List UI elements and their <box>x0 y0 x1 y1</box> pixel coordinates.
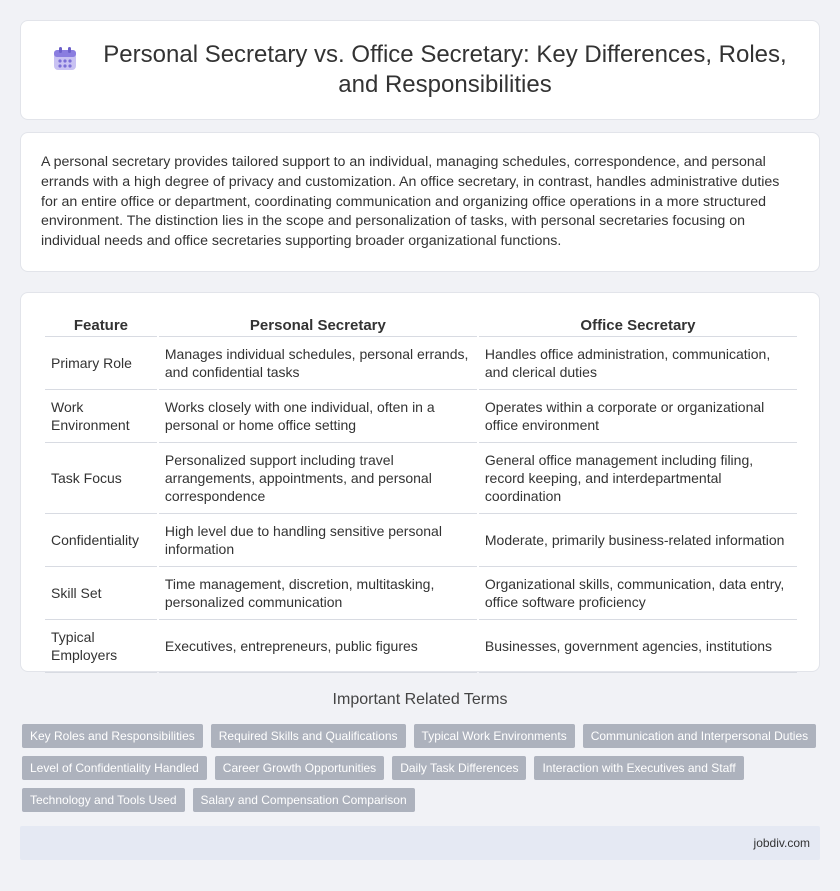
page-title: Personal Secretary vs. Office Secretary: Key Differences, Roles, and Responsibilities <box>103 41 787 98</box>
personal-cell: Manages individual schedules, personal errands, and confidential tasks <box>159 337 477 390</box>
personal-cell: Personalized support including travel arrangements, appointments, and personal correspondence <box>159 443 477 514</box>
feature-cell: Primary Role <box>45 337 157 390</box>
header-office-secretary: Office Secretary <box>479 311 797 337</box>
table-row <box>45 567 797 620</box>
related-term-tag[interactable]: Required Skills and Qualifications <box>211 724 406 748</box>
table-row <box>45 337 797 390</box>
footer-site-link[interactable]: jobdiv.com <box>753 836 810 850</box>
footer-bar <box>20 826 820 860</box>
table-header-row <box>45 311 797 337</box>
table-row <box>45 620 797 673</box>
header-feature: Feature <box>45 311 157 337</box>
office-cell: Businesses, government agencies, institutions <box>479 620 797 673</box>
office-cell: General office management including filing, record keeping, and interdepartmental coordination <box>479 443 797 514</box>
related-terms-list <box>22 724 822 812</box>
comparison-card <box>20 292 820 672</box>
comparison-table <box>43 311 799 673</box>
personal-cell: High level due to handling sensitive personal information <box>159 514 477 567</box>
feature-cell: Typical Employers <box>45 620 157 673</box>
office-cell: Handles office administration, communication, and clerical duties <box>479 337 797 390</box>
office-cell: Operates within a corporate or organizational office environment <box>479 390 797 443</box>
related-term-tag[interactable]: Level of Confidentiality Handled <box>22 756 207 780</box>
related-term-tag[interactable]: Daily Task Differences <box>392 756 526 780</box>
personal-cell: Executives, entrepreneurs, public figures <box>159 620 477 673</box>
calendar-icon <box>51 45 79 73</box>
related-term-tag[interactable]: Salary and Compensation Comparison <box>193 788 415 812</box>
table-row <box>45 514 797 567</box>
title-row <box>21 21 819 119</box>
related-term-tag[interactable]: Technology and Tools Used <box>22 788 185 812</box>
feature-cell: Skill Set <box>45 567 157 620</box>
feature-cell: Confidentiality <box>45 514 157 567</box>
header-personal-secretary: Personal Secretary <box>159 311 477 337</box>
related-term-tag[interactable]: Career Growth Opportunities <box>215 756 384 780</box>
office-cell: Organizational skills, communication, data entry, office software proficiency <box>479 567 797 620</box>
personal-cell: Time management, discretion, multitasking, personalized communication <box>159 567 477 620</box>
table-row <box>45 443 797 514</box>
office-cell: Moderate, primarily business-related information <box>479 514 797 567</box>
related-term-tag[interactable]: Typical Work Environments <box>414 724 575 748</box>
related-terms-heading: Important Related Terms <box>332 691 508 708</box>
feature-cell: Task Focus <box>45 443 157 514</box>
intro-card <box>20 132 820 272</box>
feature-cell: Work Environment <box>45 390 157 443</box>
related-term-tag[interactable]: Key Roles and Responsibilities <box>22 724 203 748</box>
intro-paragraph: A personal secretary provides tailored support to an individual, managing schedules, correspondence, and personal errands with a high degree of privacy and customization. An office secretary, in contrast, handles administrative duties for an entire office or department, coordinating communication and organizing office operations in a more structured environment. The distinction lies in the scope and personalization of tasks, with personal secretaries focusing on individual needs and office secretaries supporting broader organizational functions. <box>41 154 780 250</box>
related-term-tag[interactable]: Interaction with Executives and Staff <box>534 756 743 780</box>
table-row <box>45 390 797 443</box>
related-term-tag[interactable]: Communication and Interpersonal Duties <box>583 724 816 748</box>
title-card <box>20 20 820 120</box>
personal-cell: Works closely with one individual, often in a personal or home office setting <box>159 390 477 443</box>
